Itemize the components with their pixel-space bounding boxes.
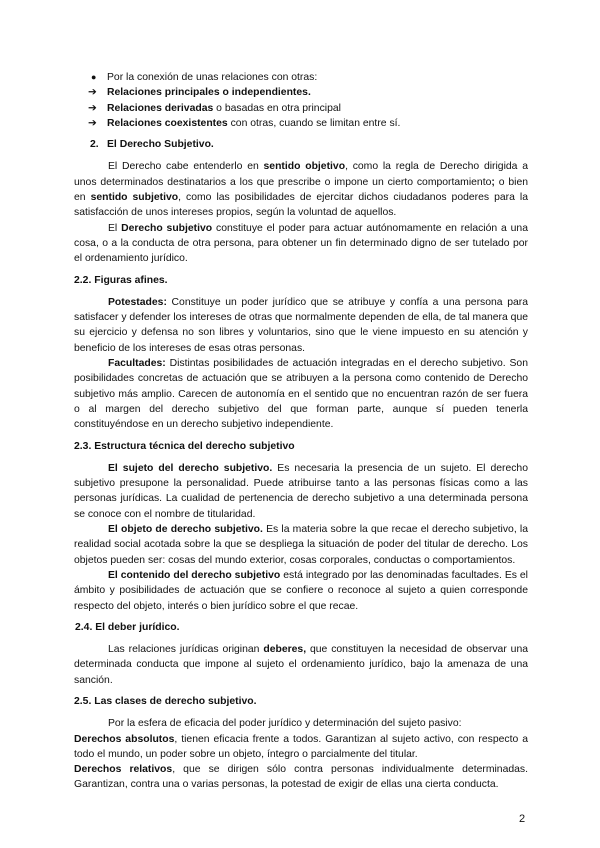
paragraph-text: Constituye un poder jurídico que se atribuye y confía a una persona para satisfacer y defender los intereses de otras que normalmente dependen de ella, de tal manera que su ejercicio y defensa no son libres y voluntarios, sino que le viene impuesto en su atención y beneficio de los intereses de esas otras personas. [74,296,529,354]
section-number: 2. [90,139,99,151]
paragraph-text: , que se dirigen sólo contra personas individualmente determinadas. Garantizan, contra una o varias personas, la potestad de exigir de ellas una cierta conducta. [74,764,529,791]
paragraph-bold: El contenido del derecho subjetivo [108,569,281,581]
paragraph-bold: Derechos absolutos [74,733,175,745]
section-heading: 2.5. Las clases de derecho subjetivo. [74,695,257,707]
paragraph-text: El [108,222,122,234]
paragraph [74,732,528,763]
section-heading [74,137,528,152]
paragraph-bold: ; [491,176,495,188]
paragraph-text: , como las posibilidades de ejercitar dichos ciudadanos poderes para la satisfacción de unos intereses propios, según la voluntad de aquellos. [74,192,529,219]
paragraph-bold: deberes, [263,644,307,656]
paragraph-text: , tienen eficacia frente a todos. Garantizan al sujeto activo, con respecto a todo el mundo, un poder sobre un objeto, íntegro o parcialmente del titular. [74,733,528,760]
paragraph-text: Es necesaria la presencia de un sujeto. El derecho subjetivo presupone la personalidad. Puede atribuirse tanto a las personas físicas como a las personas jurídicas. La cualidad de pertenencia de derecho subjetivo a una determinada persona se conoce con el nombre de titularidad. [74,462,528,520]
paragraph [74,642,528,688]
bullet-dot-icon: ● [91,72,97,82]
arrow-right-icon: ➔ [88,102,97,114]
arrow-item-text: o basadas en otra principal [213,102,341,114]
paragraph [74,568,528,614]
paragraph-bold: El objeto de derecho subjetivo. [108,524,263,536]
bullet-item [74,70,528,85]
bullet-text: Por la conexión de unas relaciones con otras: [107,72,318,83]
section-heading: 2.3. Estructura técnica del derecho subjetivo [74,440,295,452]
paragraph-text: que constituyen la necesidad de observar una determinada conducta que impone al sujeto el ordenamiento jurídico, bajo la amenaza de una sanción. [74,644,528,686]
arrow-item [74,116,528,131]
paragraph [74,522,528,568]
paragraph-text: El Derecho cabe entenderlo en [108,161,264,173]
paragraph-text: está integrado por las denominadas facultades. Es el ámbito y posibilidades de actuación que se confiere o reconoce al sujeto a quien corresponde respecto del objeto, interés o bien jurídico sobre el que recae. [74,569,528,612]
arrow-item-text: con otras, cuando se limitan entre sí. [227,117,401,129]
arrow-right-icon: ➔ [88,117,97,129]
arrow-item [74,85,528,100]
paragraph-bold: sentido subjetivo [90,192,179,204]
arrow-item-bold: Relaciones coexistentes [107,117,228,129]
arrow-item-bold: Relaciones principales o independientes. [107,87,311,99]
paragraph-bold: Potestades: [108,296,167,308]
paragraph [74,461,528,522]
paragraph-text: Las relaciones jurídicas originan [108,644,264,656]
paragraph [74,295,528,356]
paragraph-text: constituye el poder para actuar autónomamente en relación a una cosa, o a la conducta de otra persona, para obtener un fin determinado digno de ser tutelado por el ordenamiento jurídico. [74,222,528,265]
paragraph-text: Distintas posibilidades de actuación integradas en el derecho subjetivo. Son posibilidades concretas de actuación que se atribuyen a la persona como contenido de Derecho subjetivo más amplio. Carecen de autonomía en el sentido que no encuentran razón de ser fuera o al margen del derecho subjetivo del que forman parte, aunque sí pueden tenerla constituyéndose en un derecho subjetivo independiente. [74,358,528,431]
paragraph [74,762,528,793]
paragraph-bold: El sujeto del derecho subjetivo. [108,462,273,474]
paragraph-text: Es la materia sobre la que recae el derecho subjetivo, la realidad social acotada sobre la que se despliega la situación de poder del titular de derecho. Los objetos pueden ser: cosas del mundo exterior, cosas corporales, conductas o comportamientos. [74,524,528,566]
paragraph-bold: sentido objetivo [263,161,346,173]
paragraph-bold: Facultades: [108,358,166,370]
arrow-item-bold: Relaciones derivadas [107,102,214,114]
paragraph-text: , como la regla de Derecho dirigida a unos determinados destinatarios a los que prescribe o impone un cierto comportamiento [74,161,528,188]
paragraph-text: o bien en [74,176,528,204]
page-content [74,70,528,793]
paragraph: Por la esfera de eficacia del poder jurídico y determinación del sujeto pasivo: [108,718,462,730]
section-title: El Derecho Subjetivo. [107,139,214,151]
paragraph [74,356,528,432]
paragraph-bold: Derechos relativos [74,764,173,776]
section-heading: 2.2. Figuras afines. [74,274,168,286]
paragraph-bold: Derecho subjetivo [121,222,213,234]
page-number: 2 [519,813,526,825]
arrow-right-icon: ➔ [88,87,97,99]
section-heading: 2.4. El deber jurídico. [75,621,180,633]
paragraph [74,159,528,220]
arrow-item [74,101,528,116]
paragraph [74,221,528,267]
